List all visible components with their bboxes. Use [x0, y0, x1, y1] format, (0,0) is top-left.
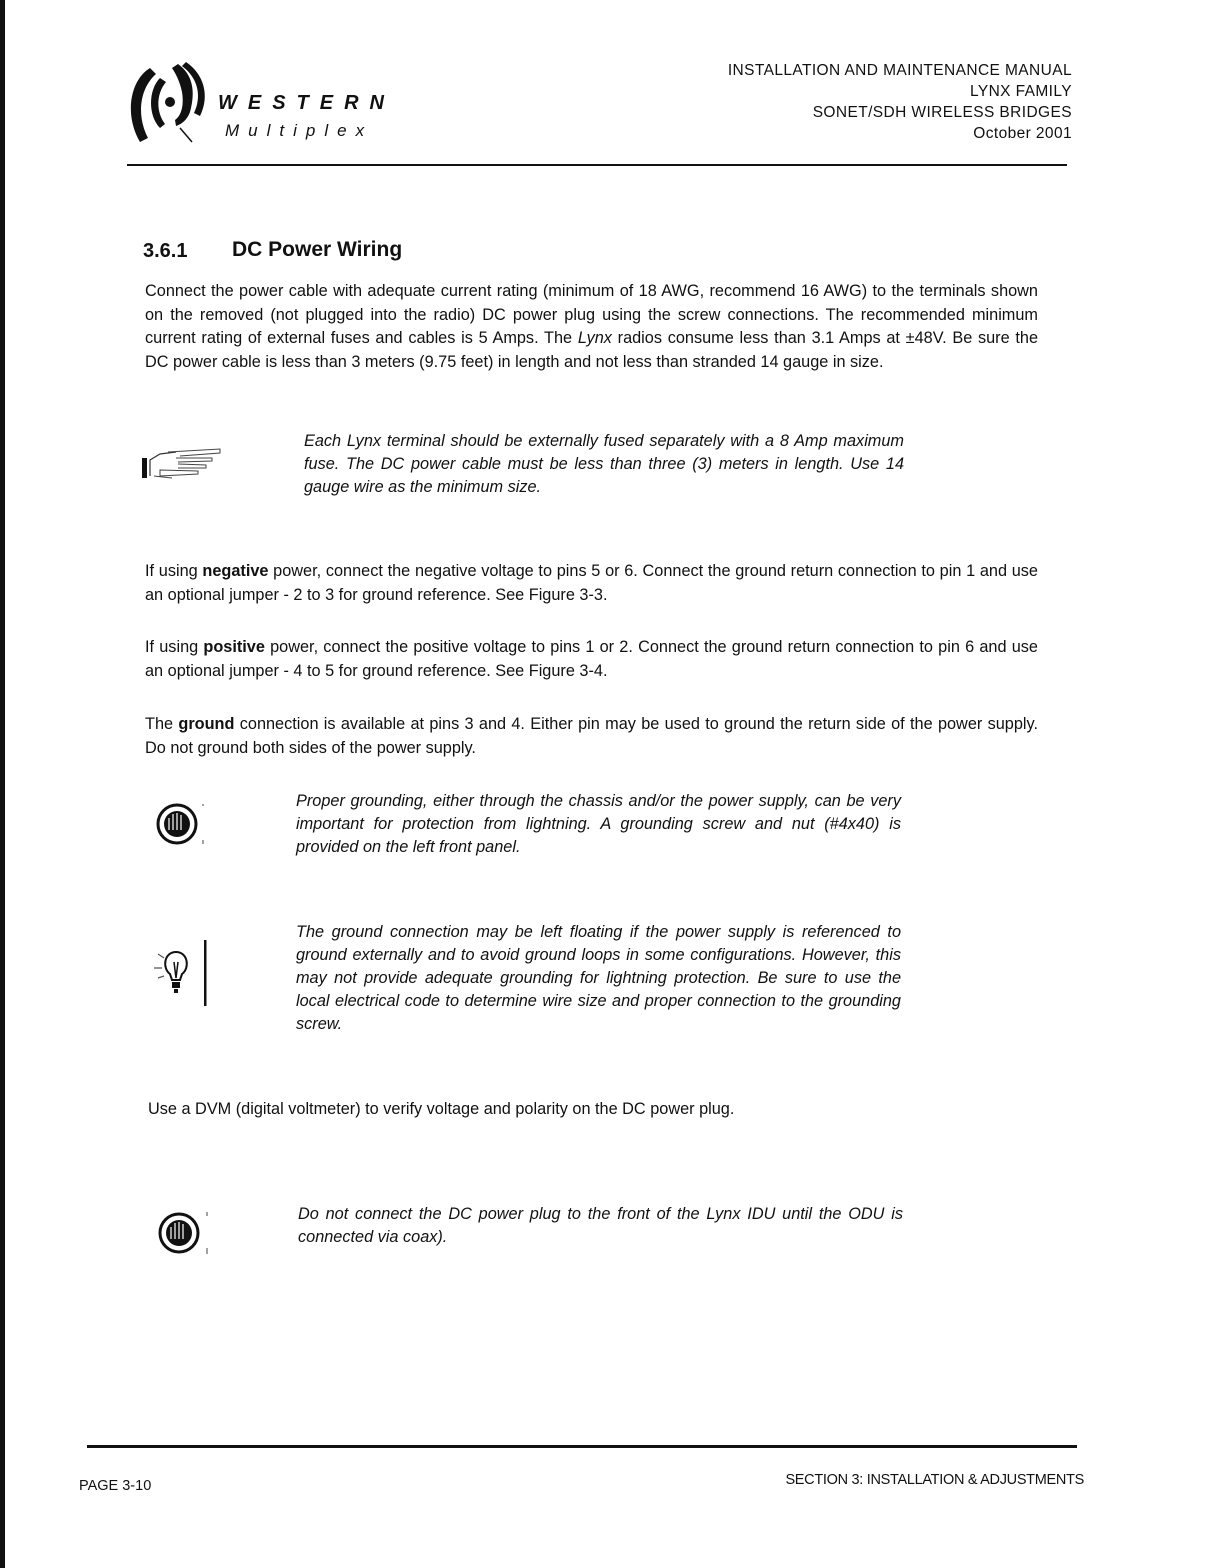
header-date: October 2001	[973, 125, 1072, 142]
stop-hand-icon	[155, 800, 215, 846]
page-left-border	[0, 0, 5, 1568]
note-proper-grounding: Proper grounding, either through the chassis and/or the power supply, can be very important for protection from lightning. A grounding screw and nut (#4x40) is provided on the left front panel.	[296, 792, 901, 856]
company-logo	[120, 60, 410, 150]
bold-ground: ground	[178, 715, 235, 733]
logo-wordmark-western: WESTERN	[218, 92, 395, 114]
paragraph-ground-connection: The ground connection is available at pins 3 and 4. Either pin may be used to ground the return side of the power supply. Do not ground both sides of the power supply.	[145, 715, 1038, 757]
header-product-type: SONET/SDH WIRELESS BRIDGES	[812, 104, 1072, 121]
note-floating-ground: The ground connection may be left floating if the power supply is referenced to ground externally and to avoid ground loops in some configurations. However, this may not provide adequate grounding for lightning protection. Be sure to use the local electrical code to determine wire size and proper connection to the grounding screw.	[296, 923, 901, 1033]
note-fuse-requirement: Each Lynx terminal should be externally fused separately with a 8 Amp maximum fuse. The DC power cable must be less than three (3) meters in length. Use 14 gauge wire as the minimum size.	[304, 432, 904, 496]
section-footer: SECTION 3: INSTALLATION & ADJUSTMENTS	[785, 1472, 1084, 1488]
product-name-emphasis: Lynx	[577, 329, 612, 347]
lightbulb-icon	[150, 940, 220, 1006]
page-number: PAGE 3-10	[79, 1478, 152, 1494]
footer-rule	[87, 1445, 1077, 1448]
header-manual-title: INSTALLATION AND MAINTENANCE MANUAL	[727, 62, 1072, 79]
pointing-hand-icon	[140, 446, 225, 482]
note-connect-order: Do not connect the DC power plug to the front of the Lynx IDU until the ODU is connected via coax).	[298, 1205, 903, 1246]
paragraph-positive-power: If using positive power, connect the positive voltage to pins 1 or 2. Connect the ground return connection to pin 6 and use an optional jumper - 4 to 5 for ground reference. See Figure 3-4.	[145, 638, 1038, 680]
running-header	[728, 60, 1072, 144]
section-title: DC Power Wiring	[232, 238, 403, 261]
radio-waves-logo-icon	[120, 60, 215, 150]
bold-positive: positive	[203, 638, 265, 656]
section-number: 3.6.1	[143, 240, 188, 262]
header-rule	[127, 164, 1067, 166]
bold-negative: negative	[202, 562, 269, 580]
paragraph-negative-power: If using negative power, connect the negative voltage to pins 5 or 6. Connect the ground return connection to pin 1 and use an optional jumper - 2 to 3 for ground reference. See Figure 3-3.	[145, 562, 1038, 604]
header-product-family: LYNX FAMILY	[969, 83, 1072, 100]
logo-wordmark-multiplex: Multiplex	[225, 121, 374, 140]
paragraph-dvm-check: Use a DVM (digital voltmeter) to verify voltage and polarity on the DC power plug.	[148, 1100, 735, 1118]
paragraph-cable-rating: Connect the power cable with adequate current rating (minimum of 18 AWG, recommend 16 AWG) to the terminals shown on the removed (not plugged into the radio) DC power plug using the screw connections. The recommended minimum current rating of external fuses and cables is 5 Amps. The Lynx radios consume less than 3.1 Amps at ±48V. Be sure the DC power cable is less than 3 meters (9.75 feet) in length and not less than stranded 14 gauge in size.	[145, 282, 1038, 371]
stop-hand-icon	[157, 1208, 217, 1256]
